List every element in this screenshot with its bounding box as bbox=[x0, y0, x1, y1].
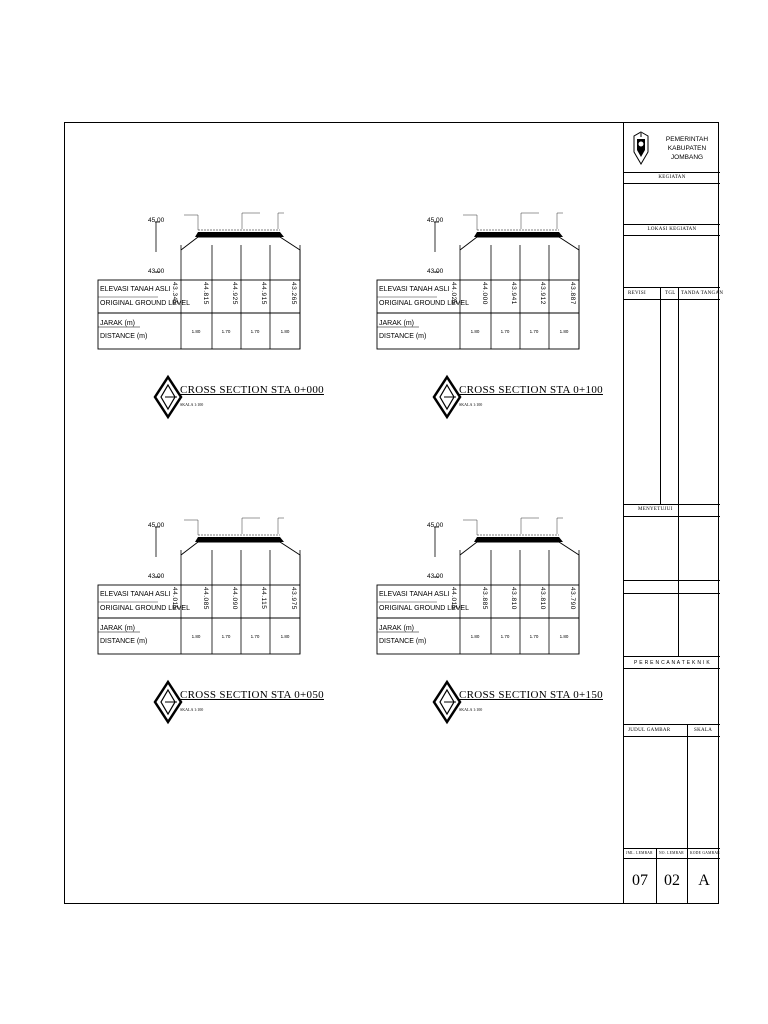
section-scale: SKALA 1:100 bbox=[459, 707, 483, 712]
regency-emblem-icon bbox=[632, 130, 650, 168]
ground-profile bbox=[460, 237, 579, 280]
road-pavement bbox=[195, 537, 284, 542]
elevation-value: 43.885 bbox=[481, 587, 488, 610]
level-top-label: 45.00 bbox=[148, 522, 165, 529]
elevation-value: 43.975 bbox=[290, 587, 297, 610]
distance-value: 1.80 bbox=[280, 329, 290, 334]
road-pavement bbox=[195, 232, 284, 237]
elevation-label: ELEVASI TANAH ASLI bbox=[379, 286, 450, 293]
elevation-value: 44.025 bbox=[450, 282, 457, 305]
original-ground-label: ORIGINAL GROUND LEVEL bbox=[379, 300, 469, 307]
distance-label: DISTANCE (m) bbox=[379, 638, 427, 645]
section-scale: SKALA 1:100 bbox=[180, 707, 204, 712]
distance-value: 1.70 bbox=[221, 329, 231, 334]
level-top-label: 45.00 bbox=[427, 522, 444, 529]
elevation-value: 43.887 bbox=[569, 282, 576, 305]
elevation-value: 44.925 bbox=[231, 282, 238, 305]
elevation-value: 43.265 bbox=[290, 282, 297, 305]
kode-gambar-value: A bbox=[698, 872, 710, 889]
jarak-label: JARAK (m) bbox=[379, 625, 414, 632]
no-lembar-label: NO. LEMBAR bbox=[659, 851, 684, 855]
distance-value: 1.80 bbox=[191, 634, 201, 639]
kode-gambar-label: KODE GAMBAR bbox=[690, 851, 720, 855]
no-lembar-value: 02 bbox=[664, 872, 680, 889]
level-top-label: 45.00 bbox=[148, 217, 165, 224]
elevation-label: ELEVASI TANAH ASLI bbox=[379, 591, 450, 598]
distance-label: DISTANCE (m) bbox=[379, 333, 427, 340]
distance-value: 1.80 bbox=[559, 634, 569, 639]
cross-section-sta-0-050 bbox=[98, 510, 324, 740]
section-title: CROSS SECTION STA 0+100 bbox=[459, 384, 603, 396]
elevation-value: 43.912 bbox=[539, 282, 546, 305]
elevation-value: 43.941 bbox=[510, 282, 517, 305]
elevation-label: ELEVASI TANAH ASLI bbox=[100, 591, 171, 598]
elevation-label: ELEVASI TANAH ASLI bbox=[100, 286, 171, 293]
menyetujui-label: MENYETUJUI bbox=[638, 507, 673, 512]
section-title: CROSS SECTION STA 0+150 bbox=[459, 689, 603, 701]
distance-value: 1.70 bbox=[221, 634, 231, 639]
jarak-label: JARAK (m) bbox=[379, 320, 414, 327]
tanda-tangan-label: TANDA TANGAN bbox=[681, 291, 724, 296]
skala-label: SKALA bbox=[694, 728, 713, 733]
distance-value: 1.70 bbox=[500, 634, 510, 639]
road-pavement bbox=[474, 232, 563, 237]
gov-line-1: PEMERINTAH bbox=[665, 136, 709, 143]
level-bottom-label: 43.00 bbox=[427, 573, 444, 580]
original-ground-label: ORIGINAL GROUND LEVEL bbox=[379, 605, 469, 612]
section-marker-icon bbox=[153, 680, 183, 730]
elevation-value: 44.015 bbox=[450, 587, 457, 610]
judul-gambar-label: JUDUL GAMBAR bbox=[628, 728, 671, 733]
original-ground-label: ORIGINAL GROUND LEVEL bbox=[100, 300, 190, 307]
level-bottom-label: 43.00 bbox=[427, 268, 444, 275]
distance-value: 1.70 bbox=[529, 634, 539, 639]
elevation-value: 44.115 bbox=[260, 587, 267, 610]
distance-value: 1.80 bbox=[559, 329, 569, 334]
revisi-label: REVISI bbox=[628, 291, 646, 296]
elevation-value: 44.015 bbox=[171, 587, 178, 610]
distance-label: DISTANCE (m) bbox=[100, 638, 148, 645]
level-bottom-label: 43.00 bbox=[148, 268, 165, 275]
tgl-label: TGL bbox=[665, 291, 676, 296]
ground-profile bbox=[460, 542, 579, 585]
elevation-value: 43.790 bbox=[569, 587, 576, 610]
section-marker-icon bbox=[153, 375, 183, 425]
cross-section-sta-0-150 bbox=[377, 510, 603, 740]
distance-value: 1.70 bbox=[529, 329, 539, 334]
elevation-value: 44.000 bbox=[481, 282, 488, 305]
elevation-value: 44.090 bbox=[231, 587, 238, 610]
title-block bbox=[623, 122, 724, 904]
section-marker-icon bbox=[432, 375, 462, 425]
elevation-value: 44.915 bbox=[260, 282, 267, 305]
perencana-teknik-label: P E R E N C A N A T E K N I K bbox=[634, 660, 710, 666]
section-marker-icon bbox=[432, 680, 462, 730]
ground-profile bbox=[181, 237, 300, 280]
jarak-label: JARAK (m) bbox=[100, 320, 135, 327]
section-title: CROSS SECTION STA 0+050 bbox=[180, 689, 324, 701]
distance-value: 1.80 bbox=[280, 634, 290, 639]
distance-value: 1.70 bbox=[250, 634, 260, 639]
original-ground-label: ORIGINAL GROUND LEVEL bbox=[100, 605, 190, 612]
lokasi-kegiatan-label: LOKASI KEGIATAN bbox=[647, 227, 697, 232]
ground-profile bbox=[181, 542, 300, 585]
distance-value: 1.80 bbox=[470, 634, 480, 639]
cross-section-sta-0-000 bbox=[98, 205, 324, 435]
distance-value: 1.80 bbox=[470, 329, 480, 334]
distance-value: 1.70 bbox=[500, 329, 510, 334]
level-bottom-label: 43.00 bbox=[148, 573, 165, 580]
elevation-value: 44.085 bbox=[202, 587, 209, 610]
elevation-value: 43.345 bbox=[171, 282, 178, 305]
section-scale: SKALA 1:100 bbox=[180, 402, 204, 407]
section-scale: SKALA 1:100 bbox=[459, 402, 483, 407]
jml-lembar-label: JML. LEMBAR bbox=[626, 851, 653, 855]
elevation-value: 44.815 bbox=[202, 282, 209, 305]
distance-value: 1.70 bbox=[250, 329, 260, 334]
kegiatan-label: KEGIATAN bbox=[658, 175, 686, 180]
cross-section-sta-0-100 bbox=[377, 205, 603, 435]
section-title: CROSS SECTION STA 0+000 bbox=[180, 384, 324, 396]
jarak-label: JARAK (m) bbox=[100, 625, 135, 632]
level-top-label: 45.00 bbox=[427, 217, 444, 224]
elevation-value: 43.810 bbox=[539, 587, 546, 610]
gov-line-2: KABUPATEN JOMBANG bbox=[667, 145, 707, 161]
jml-lembar-value: 07 bbox=[632, 872, 648, 889]
road-pavement bbox=[474, 537, 563, 542]
distance-label: DISTANCE (m) bbox=[100, 333, 148, 340]
elevation-value: 43.810 bbox=[510, 587, 517, 610]
distance-value: 1.80 bbox=[191, 329, 201, 334]
government-header bbox=[655, 135, 719, 162]
